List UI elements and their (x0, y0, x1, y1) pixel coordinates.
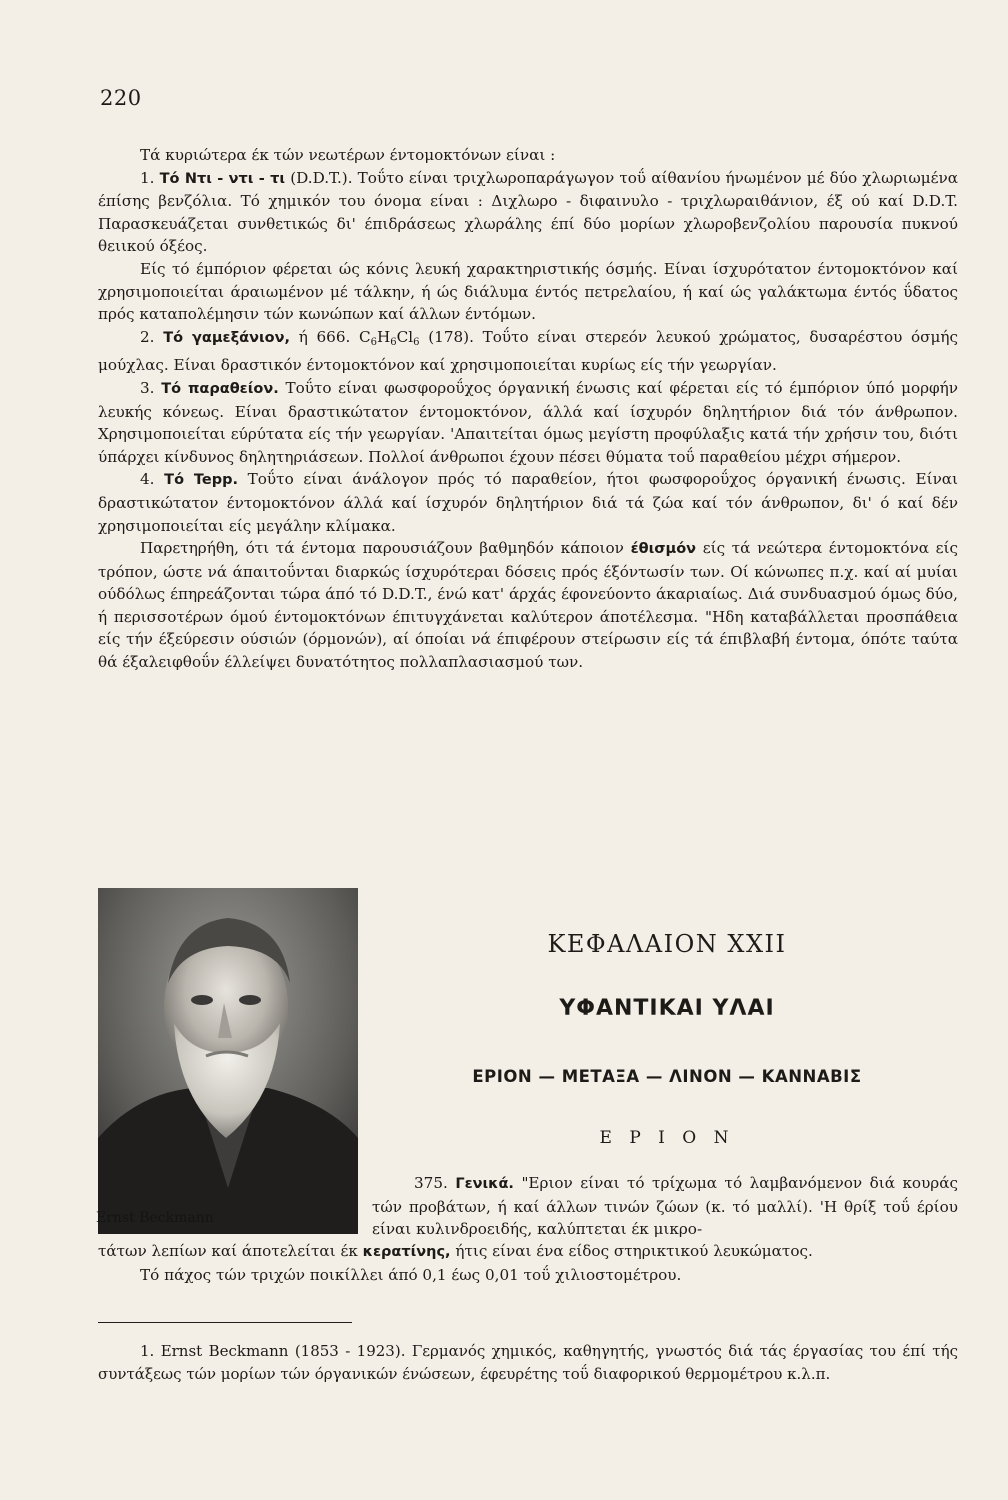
chapter-subtitle: ΕΡΙΟΝ — ΜΕΤΑΞΑ — ΛΙΝΟΝ — ΚΑΝΝΑΒΙΣ (472, 1067, 862, 1086)
section-375-full: τάτων λεπίων καί άποτελείται έκ κερατίνης, ήτις είναι ένα είδος στηρικτικού λευκώματος. Τό πάχος τών τριχών ποικίλλει άπό 0,1 έως 0,01 τοΰ χιλιοστομέτρου. (98, 1240, 958, 1286)
paragraph-ddt: 1. Τό Ντι - ντι - τι (D.D.T.). Τοΰτο είναι τριχλωροπαράγωγον τοΰ αίθανίου ήνωμένον μέ δύο χλωριωμένα έπίσης βενζόλια. Τό χημικόν του όνομα είναι : Διχλωρο - διφαινυλο - τριχλωραιθάνιον, έξ ού καί D.D.T. Παρασκευάζεται συνθετικώς δι' έπιδράσεως χλωράλης έπί δύο μορίων χλωροβενζολίου παρουσία πυκνού θειικού όξέος. (98, 168, 958, 256)
term-parathion: Τό παραθείον. (161, 380, 279, 397)
portrait-photo (98, 888, 358, 1234)
term-tepp: Τό Tepp. (164, 472, 238, 489)
term-keratin: κερατίνης, (362, 1244, 451, 1260)
paragraph-resistance: Παρετηρήθη, ότι τά έντομα παρουσιάζουν βαθμηδόν κάποιον έθισμόν είς τά νεώτερα έντομοκτόνα είς τρόπον, ώστε νά άπαιτοΰνται διαρκώς ίσχυρότεραι δόσεις πρός έξόντωσίν των. Οί κώνωπες π.χ. καί αί μυίαι ούδόλως έπηρεάζονται τώρα άπό τό D.D.T., ένώ κατ' άρχάς έφονεύοντο άκαριαίως. Διά συνδυασμού όμως δύο, ή περισσοτέρων όμού έντομοκτόνων έπιτυγχάνεται καλύτερον άποτέλεσμα. "Ηδη καταβάλλεται προσπάθεια είς τήν έξεύρεσιν ούσιών (όρμονών), αί όποίαι νά έπιφέρουν στείρωσιν είς τά έπιβλαβή έντομα, όπότε ταύτα θά έξαλειφθοΰν έλλείψει δυνατότητος πολλαπλασιασμού των. (98, 539, 958, 672)
paragraph-tepp: 4. Τό Tepp. Τοΰτο είναι άνάλογον πρός τό παραθείον, ήτοι φωσφοροΰχος όργανική ένωσις. Είναι δραστικώτατον έντομοκτόνον άλλά καί ίσχυρόν δηλητήριον διά τά ζώα καί τόν άνθρωπον, δι' ό καί δέν χρησιμοποιείται είς μεγάλην κλίμακα. (98, 470, 959, 535)
section-heading: Ε Ρ Ι Ο Ν (599, 1128, 735, 1148)
footnote: 1. Ernst Beckmann (1853 - 1923). Γερμανός χημικός, καθηγητής, γνωστός διά τάς έργασίας του έπί τής συντάξεως τών μορίων τών όργανικών ένώσεων, έφευρέτης τοΰ διαφορικού θερμομέτρου κ.λ.π. (98, 1342, 958, 1383)
paragraph-fiber-thickness: Τό πάχος τών τριχών ποικίλλει άπό 0,1 έως 0,01 τοΰ χιλιοστομέτρου. (140, 1265, 682, 1284)
formula: ή 666. $C_6H_6Cl_6$ (298, 327, 420, 348)
chapter-label: ΚΕΦΑΛΑΙΟΝ XXII (547, 930, 787, 958)
section-375-right: 375. Γενικά. "Εριον είναι τό τρίχωμα τό λαμβανόμενον διά κουράς τών προβάτων, ή καί άλλων τινών ζώων (κ. τό μαλλί). 'Η θρίξ τοΰ έρίου είναι κυλινδροειδής, καλύπτεται έκ μικρο- (372, 1174, 959, 1239)
term-ddt: Τό Ντι - ντι - τι (159, 170, 286, 187)
term-gammexane: Τό γαμεξάνιον, (163, 329, 290, 346)
term-general: Γενικά. (455, 1176, 514, 1192)
paragraph-gammexane: 2. Τό γαμεξάνιον, ή 666. $C_6H_6Cl_6$ (178). Τοΰτο είναι στερεόν λευκού χρώματος, δυσαρέστου όσμής μούχλας. Είναι δραστικόν έντομοκτόνον καί χρησιμοποιείται κυρίως είς τήν γεωργίαν. (98, 327, 959, 375)
paragraph-parathion: 3. Τό παραθείον. Τοΰτο είναι φωσφοροΰχος όργανική ένωσις καί φέρεται είς τό έμπόριον ύπό μορφήν λευκής κόνεως. Είναι δραστικώτατον έντομοκτόνον, άλλά καί ίσχυρόν δηλητήριον διά τόν άνθρωπον. Χρησιμοποιείται εύρύτατα είς τήν γεωργίαν. 'Απαιτείται όμως μεγίστη προφύλαξις κατά τήν χρήσιν του, διότι ύπάρχει κίνδυνος δηλητηριάσεων. Πολλοί άνθρωποι έχουν πέσει θύματα τοΰ παραθείου μέχρι σήμερον. (98, 378, 958, 466)
portrait-image (98, 888, 358, 1234)
main-text (98, 144, 958, 674)
term-habituation: έθισμόν (630, 541, 697, 558)
page-number: 220 (100, 86, 142, 110)
portrait-caption: Ernst Beckmann (96, 1210, 214, 1226)
intro-line: Τά κυριώτερα έκ τών νεωτέρων έντομοκτόνων είναι : (140, 146, 556, 164)
paragraph-ddt-use: Είς τό έμπόριον φέρεται ώς κόνις λευκή χαρακτηριστικής όσμής. Είναι ίσχυρότατον έντομοκτόνον καί χρησιμοποιείται άραιωμένον μέ τάλκην, ή ώς διάλυμα έντός πετρελαίου, ή καί ώς γαλάκτωμα έντός ΰδατος πρός καταπολέμησιν τών κωνώπων καί άλλων έντόμων. (98, 259, 958, 324)
footnote-rule (98, 1322, 352, 1323)
chapter-title: ΥΦΑΝΤΙΚΑΙ ΥΛΑΙ (559, 996, 775, 1021)
